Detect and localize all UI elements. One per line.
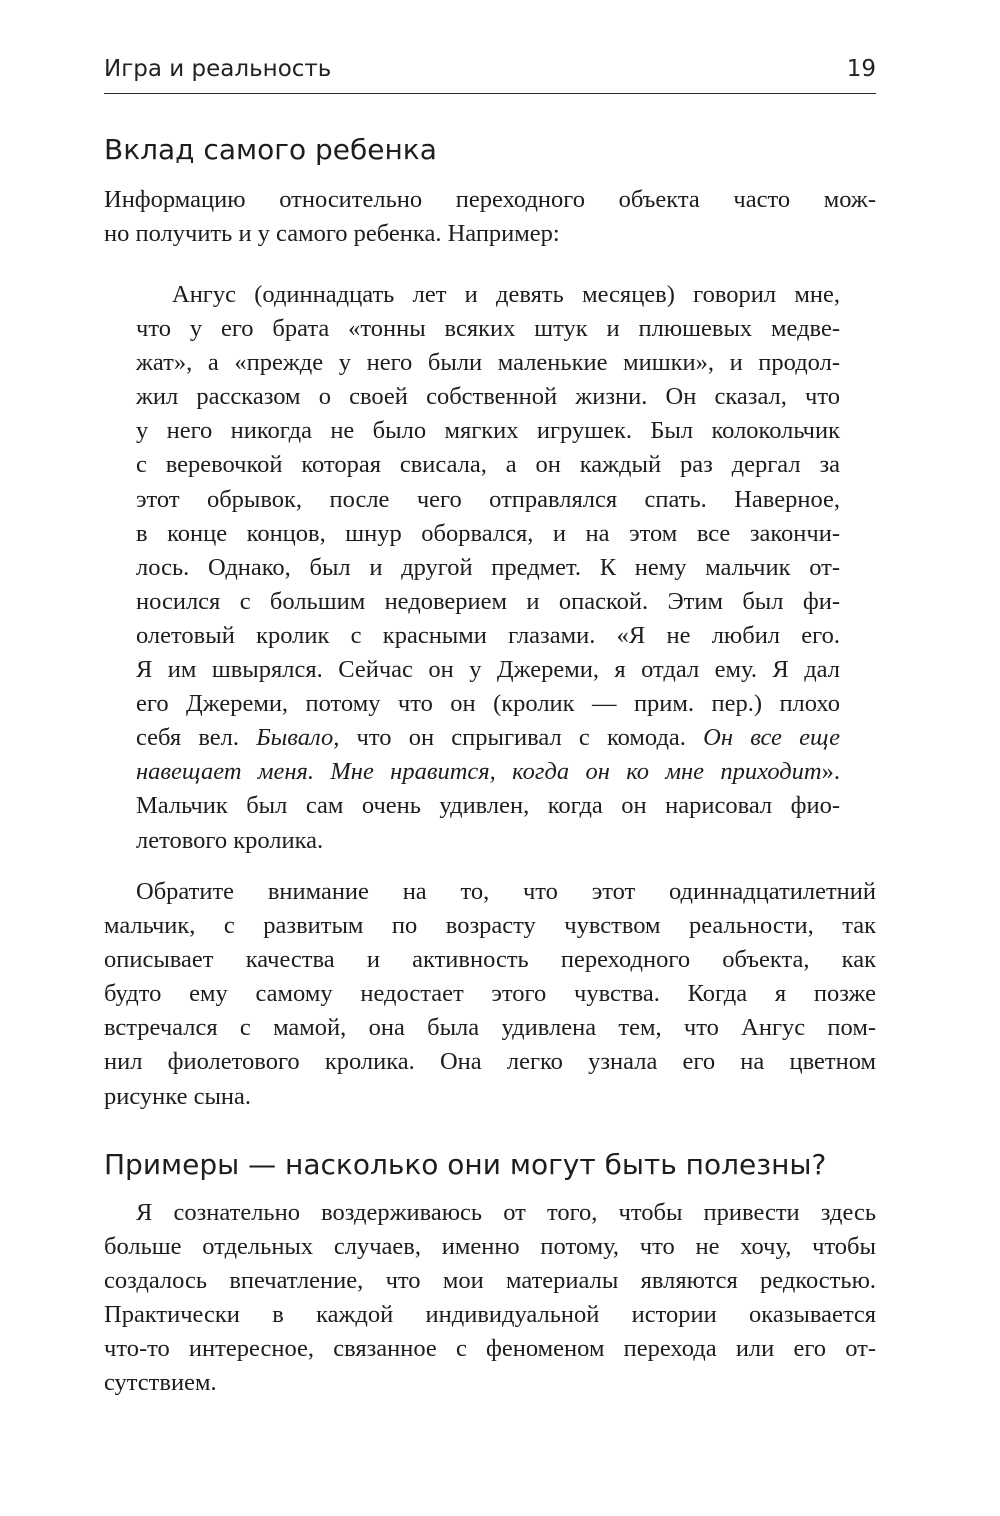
quote-text: что он спрыгивал с комода. xyxy=(339,724,704,752)
quote-text: себя вел. xyxy=(136,724,257,752)
text-line: Обратите внимание на то, что этот одиннадцатилетний xyxy=(136,878,876,905)
quote-line: в конце концов, шнур оборвался, и на этом все закончи- xyxy=(136,519,840,547)
quote-line: Мальчик был сам очень удивлен, когда он нарисовал фио- xyxy=(136,792,840,820)
text-line: создалось впечатление, что мои материалы являются редкостью. xyxy=(104,1267,876,1295)
commentary-paragraph xyxy=(104,875,876,1114)
text-line: Я сознательно воздерживаюсь от того, чтобы привести здесь xyxy=(136,1199,876,1226)
text-line: описывает качества и активность переходного объекта, как xyxy=(104,946,876,974)
section-heading-child-contribution: Вклад самого ребенка xyxy=(104,133,437,166)
quote-italic-text: навещает меня. Мне нравится, когда он ко мне приходит xyxy=(136,758,822,786)
quote-italic-text: Он все еще xyxy=(703,724,840,752)
quote-line: олетовый кролик с красными глазами. «Я не любил его. xyxy=(136,621,840,649)
quote-line: Ангус (одиннадцать лет и девять месяцев) говорил мне, xyxy=(172,281,840,308)
running-header xyxy=(104,56,876,88)
examples-paragraph xyxy=(104,1196,876,1401)
text-line: но получить и у самого ребенка. Например: xyxy=(104,220,560,248)
section-heading-examples: Примеры — насколько они могут быть полезны? xyxy=(104,1148,827,1181)
text-line: встречался с мамой, она была удивлена тем, что Ангус пом- xyxy=(104,1014,876,1042)
text-line: рисунке сына. xyxy=(104,1082,252,1110)
quote-line: лось. Однако, был и другой предмет. К нему мальчик от- xyxy=(136,553,840,581)
page-number: 19 xyxy=(846,56,876,82)
text-line: что-то интересное, связанное с феноменом перехода или его от- xyxy=(104,1335,876,1363)
text-line: нил фиолетового кролика. Она легко узнала его на цветном xyxy=(104,1048,876,1076)
intro-paragraph xyxy=(104,183,876,251)
quote-line: у него никогда не было мягких игрушек. Был колокольчик xyxy=(136,417,840,445)
case-quote xyxy=(136,278,840,858)
text-line: Практически в каждой индивидуальной истории оказывается xyxy=(104,1301,876,1329)
quote-line: жат», а «прежде у него были маленькие мишки», и продол- xyxy=(136,349,840,377)
quote-line: носился с большим недоверием и опаской. Этим был фи- xyxy=(136,587,840,615)
text-line: сутствием. xyxy=(104,1369,217,1397)
quote-line: жил рассказом о своей собственной жизни. Он сказал, что xyxy=(136,383,840,411)
running-title: Игра и реальность xyxy=(104,56,332,82)
quote-line: Я им швырялся. Сейчас он у Джереми, я отдал ему. Я дал xyxy=(136,656,840,684)
quote-line: с веревочкой которая свисала, а он каждый раз дергал за xyxy=(136,451,840,479)
text-line: больше отдельных случаев, именно потому, что не хочу, чтобы xyxy=(104,1233,876,1261)
quote-italic-text: Бывало, xyxy=(256,724,340,752)
quote-line: что у его брата «тонны всяких штук и плюшевых медве- xyxy=(136,315,840,343)
quote-line-mixed xyxy=(136,755,840,789)
text-line: будто ему самому недостает этого чувства. Когда я позже xyxy=(104,980,876,1008)
text-line: Информацию относительно переходного объекта часто мож- xyxy=(104,186,876,213)
quote-text: ». xyxy=(821,758,840,786)
quote-line: летового кролика. xyxy=(136,826,324,854)
text-line: мальчик, с развитым по возрасту чувством реальности, так xyxy=(104,912,876,940)
quote-line-mixed xyxy=(136,721,840,755)
quote-line: этот обрывок, после чего отправлялся спать. Наверное, xyxy=(136,485,840,513)
quote-line: его Джереми, потому что он (кролик — прим. пер.) плохо xyxy=(136,690,840,718)
header-rule xyxy=(104,93,876,94)
